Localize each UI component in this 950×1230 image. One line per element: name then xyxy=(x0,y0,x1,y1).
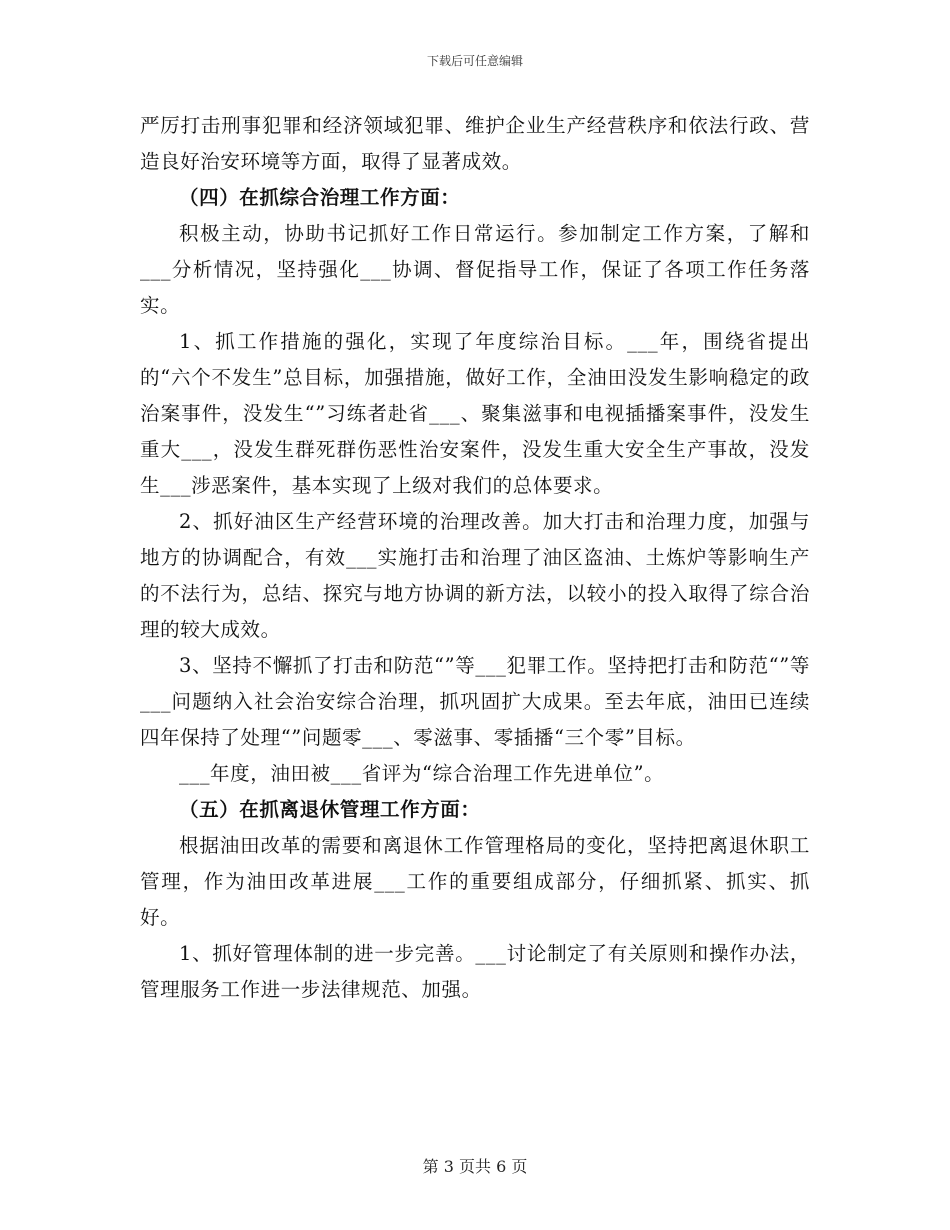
paragraph: 根据油田改革的需要和离退休工作管理格局的变化，坚持把离退休职工管理，作为油田改革进展___工作的重要组成部分，仔细抓紧、抓实、抓好。 xyxy=(140,834,810,929)
page-footer: 第 3 页共 6 页 xyxy=(422,1157,528,1176)
paragraph: 积极主动，协助书记抓好工作日常运行。参加制定工作方案，了解和___分析情况，坚持强化___协调、督促指导工作，保证了各项工作任务落实。 xyxy=(140,222,810,317)
paragraph: 2、抓好油区生产经营环境的治理改善。加大打击和治理力度，加强与地方的协调配合，有效___实施打击和治理了油区盗油、土炼炉等影响生产的不法行为，总结、探究与地方协调的新方法，以较小的投入取得了综合治理的较大成效。 xyxy=(140,510,810,641)
paragraph: 1、抓好管理体制的进一步完善。___讨论制定了有关原则和操作办法，管理服务工作进一步法律规范、加强。 xyxy=(140,942,810,1001)
paragraph: 3、坚持不懈抓了打击和防范“”等___犯罪工作。坚持把打击和防范“”等___问题纳入社会治安综合治理，抓巩固扩大成果。至去年底，油田已连续四年保持了处理“”问题零___、零滋事、零插播“三个零”目标。 xyxy=(140,654,810,749)
document-body xyxy=(140,108,810,1008)
paragraph: 1、抓工作措施的强化，实现了年度综治目标。___年，围绕省提出的“六个不发生”总目标，加强措施，做好工作，全油田没发生影响稳定的政治案事件，没发生“”习练者赴省___、聚集滋事和电视插播案事件，没发生重大___，没发生群死群伤恶性治安案件，没发生重大安全生产事故，没发生___涉恶案件，基本实现了上级对我们的总体要求。 xyxy=(140,330,810,497)
paragraph-continued: 严厉打击刑事犯罪和经济领域犯罪、维护企业生产经营秩序和依法行政、营造良好治安环境等方面，取得了显著成效。 xyxy=(140,114,810,173)
page-header: 下载后可任意编辑 xyxy=(426,54,523,68)
section-heading-5: （五）在抓离退休管理工作方面： xyxy=(179,798,481,821)
section-heading-4: （四）在抓综合治理工作方面： xyxy=(179,186,461,209)
paragraph: ___年度，油田被___省评为“综合治理工作先进单位”。 xyxy=(179,762,665,785)
